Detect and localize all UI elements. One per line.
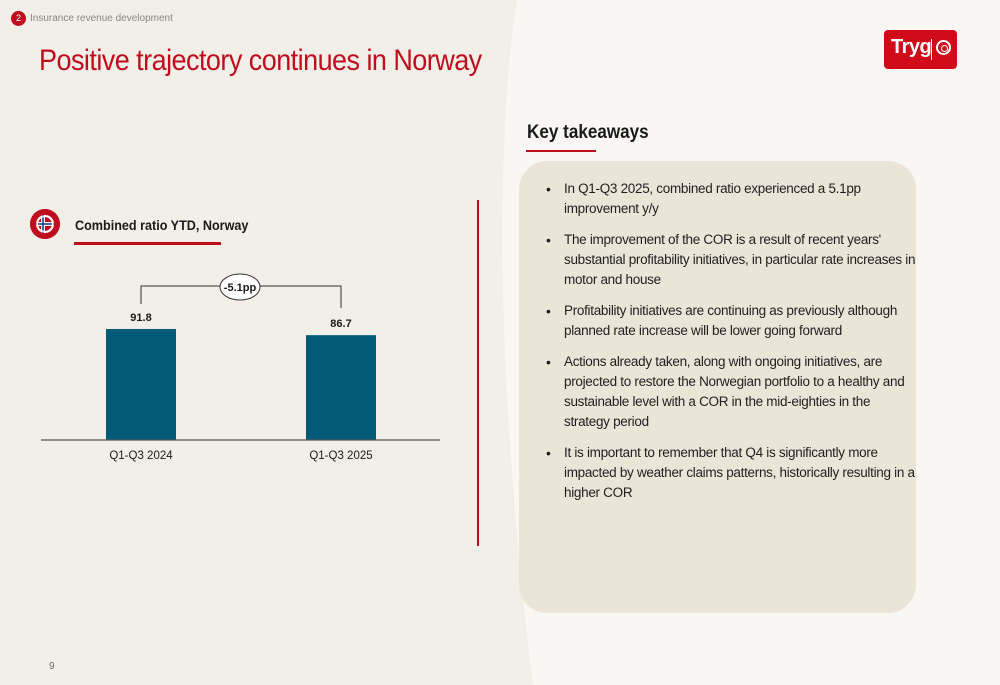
section-label: Insurance revenue development: [30, 13, 173, 24]
logo-text: Tryg: [891, 36, 932, 58]
vertical-divider: [477, 200, 479, 546]
bar-value-label: 91.8: [130, 312, 152, 324]
bar-q1-q3-2024: [106, 329, 176, 440]
section-number-badge: 2: [11, 11, 26, 26]
bar-q1-q3-2025: [306, 335, 376, 440]
takeaway-item: • The improvement of the COR is a result of recent years' substantial profitability initiatives, in particular rate increases in motor and house: [546, 230, 916, 290]
takeaway-item: • It is important to remember that Q4 is significantly more impacted by weather claims patterns, historically resulting in a higher COR: [546, 443, 916, 503]
takeaway-item: • Profitability initiatives are continuing as previously although planned rate increase will be lower going forward: [546, 301, 916, 341]
takeaway-item: • In Q1-Q3 2025, combined ratio experienced a 5.1pp improvement y/y: [546, 179, 916, 219]
chart-title: Combined ratio YTD, Norway: [75, 217, 249, 233]
takeaways-list: [546, 179, 916, 514]
takeaways-title: Key takeaways: [527, 122, 649, 143]
category-label: Q1-Q3 2024: [109, 450, 173, 462]
combined-ratio-chart: [0, 0, 480, 480]
page-number: 9: [49, 661, 55, 672]
bar-value-label: 86.7: [330, 318, 352, 331]
difference-annotation: -5.1pp: [223, 282, 257, 294]
logo-mark-icon: [936, 40, 951, 55]
takeaways-underline: [526, 150, 596, 152]
category-label: Q1-Q3 2025: [309, 450, 373, 462]
tryg-logo: [884, 30, 957, 69]
page-title: Positive trajectory continues in Norway: [39, 44, 482, 77]
takeaway-item: • Actions already taken, along with ongoing initiatives, are projected to restore the Norwegian portfolio to a healthy and sustainable level with a COR in the mid-eighties in the strategy period: [546, 352, 916, 432]
logo-divider: [931, 39, 932, 60]
